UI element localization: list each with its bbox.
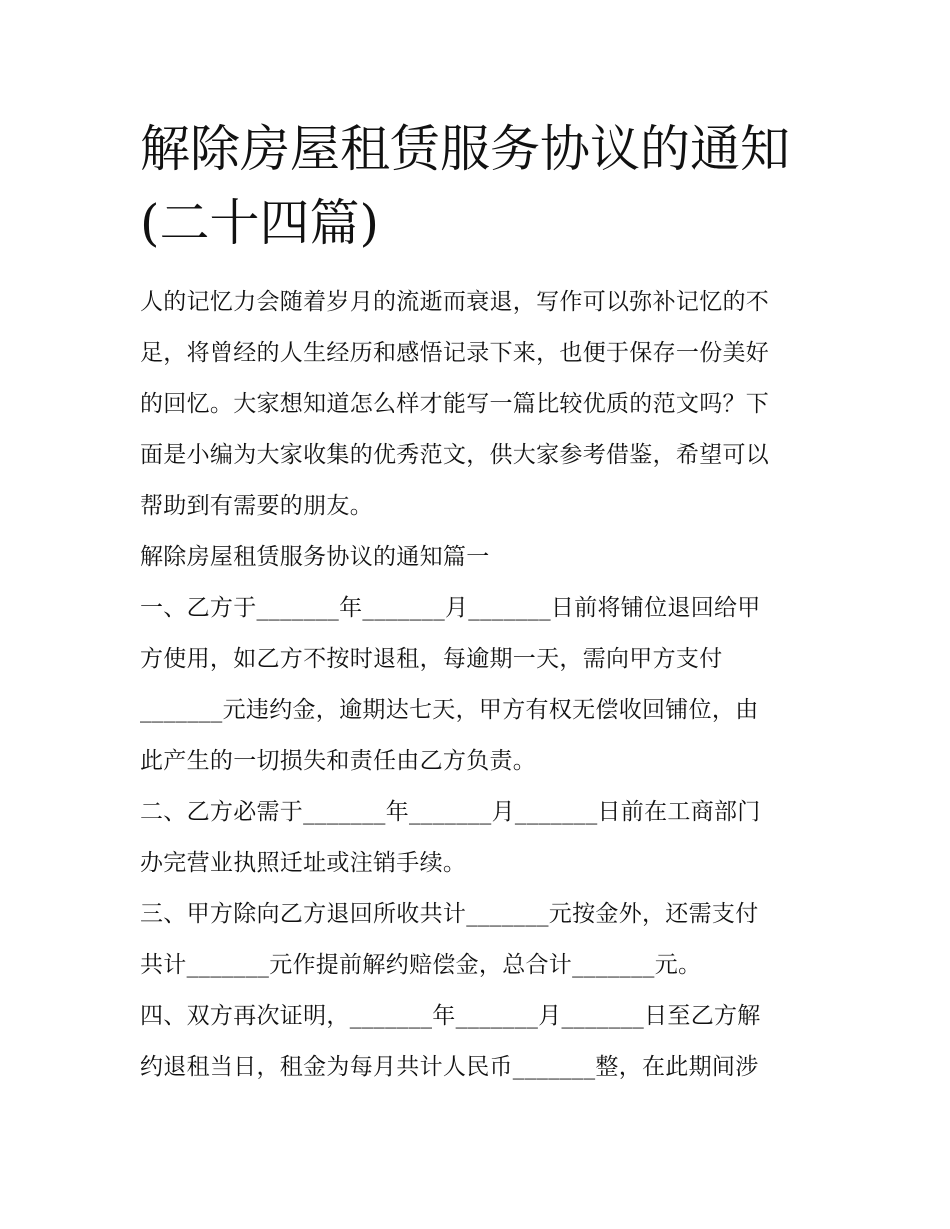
clause-line: 约退租当日，租金为每月共计人民币_______整，在此期间涉 <box>140 1054 759 1080</box>
section-heading: 解除房屋租赁服务协议的通知篇一 <box>140 544 490 570</box>
paragraph-line: 人的记忆力会随着岁月的流逝而衰退，写作可以弥补记忆的不 <box>140 289 770 315</box>
document-body <box>140 277 840 1093</box>
title-line-1: 解除房屋租赁服务协议的通知 <box>140 120 790 178</box>
clause-line: _______元违约金，逾期达七天，甲方有权无偿收回铺位，由 <box>140 697 759 723</box>
paragraph-line: 帮助到有需要的朋友。 <box>140 493 373 519</box>
clause-line: 方使用，如乙方不按时退租，每逾期一天，需向甲方支付 <box>140 646 723 672</box>
paragraph-line: 足，将曾经的人生经历和感悟记录下来，也便于保存一份美好 <box>140 340 770 366</box>
document-title <box>140 112 820 260</box>
paragraph-line: 面是小编为大家收集的优秀范文，供大家参考借鉴，希望可以 <box>140 442 770 468</box>
paragraph-line: 的回忆。大家想知道怎么样才能写一篇比较优质的范文吗？下 <box>140 391 770 417</box>
clause-line: 二、乙方必需于_______年_______月_______日前在工商部门 <box>140 799 761 825</box>
clause-line: 办完营业执照迁址或注销手续。 <box>140 850 467 876</box>
clause-line: 共计_______元作提前解约赔偿金，总合计_______元。 <box>140 952 702 978</box>
clause-line: 三、甲方除向乙方退回所收共计_______元按金外，还需支付 <box>140 901 759 927</box>
clause-line: 四、双方再次证明，_______年_______月_______日至乙方解 <box>140 1003 761 1029</box>
title-line-2: (二十四篇) <box>140 194 380 252</box>
clause-line: 一、乙方于_______年_______月_______日前将铺位退回给甲 <box>140 595 761 621</box>
clause-line: 此产生的一切损失和责任由乙方负责。 <box>140 748 537 774</box>
